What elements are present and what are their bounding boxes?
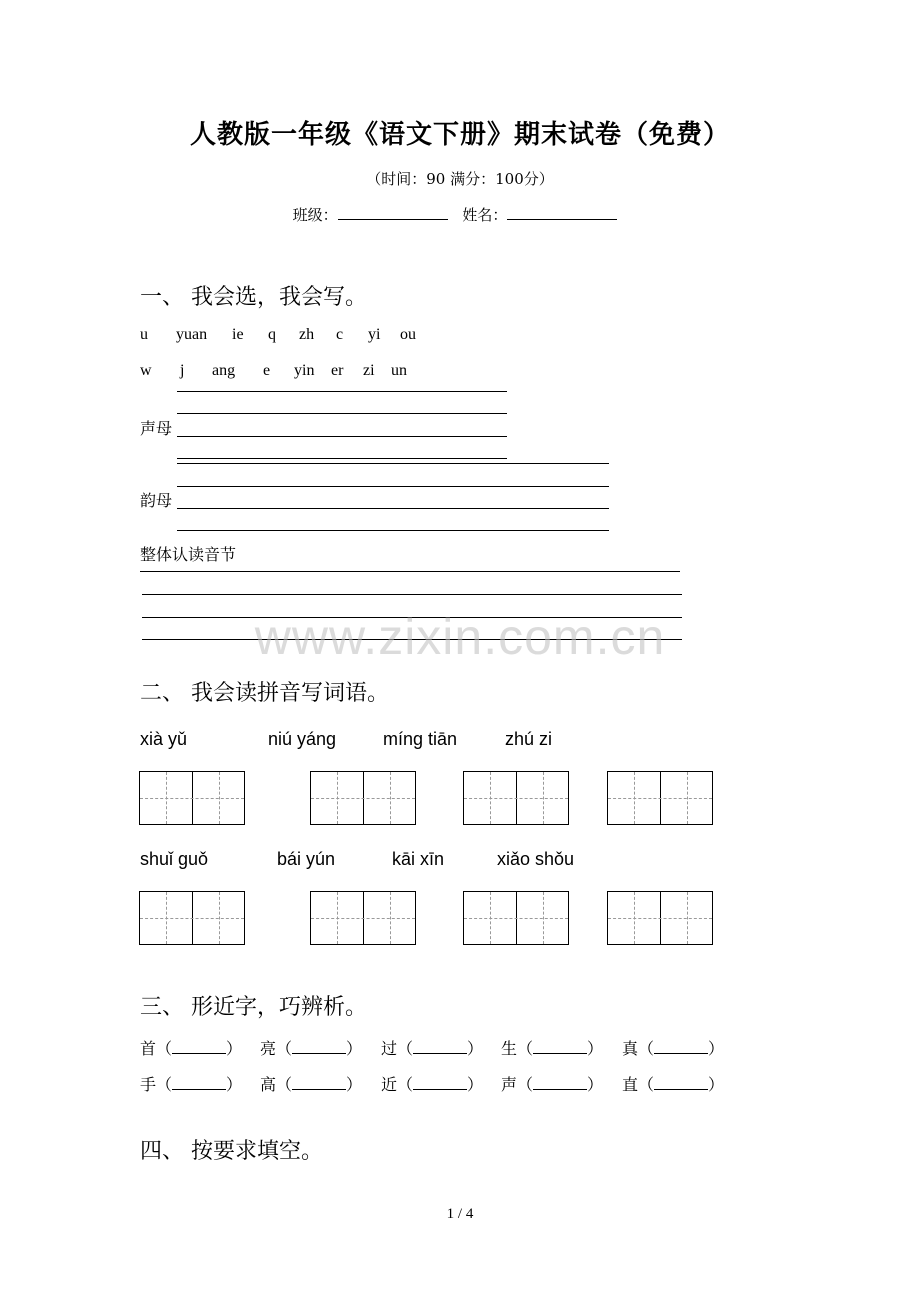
pinyin-word: zhú zi (505, 729, 553, 749)
writing-grid[interactable] (310, 891, 416, 945)
section-2-heading: 二、 我会读拼音写词语。 (140, 681, 389, 706)
pinyin-word: xiǎo shǒu (497, 849, 575, 869)
shengmu-label: 声母 (140, 419, 173, 438)
char-fill-item[interactable]: 高（ ） (260, 1075, 363, 1094)
pinyin-item: zh (299, 326, 315, 343)
answer-line[interactable] (177, 486, 609, 487)
answer-line[interactable] (177, 436, 507, 437)
pinyin-item: ang (212, 362, 236, 379)
pinyin-item: c (336, 326, 344, 343)
class-blank[interactable] (338, 205, 448, 220)
writing-grid[interactable] (139, 891, 245, 945)
section-4-heading: 四、 按要求填空。 (140, 1139, 323, 1164)
char-fill-item[interactable]: 声（ ） (501, 1075, 604, 1094)
yunmu-label: 韵母 (140, 491, 173, 510)
pinyin-item: yuan (176, 326, 208, 343)
zhengti-label: 整体认读音节 (140, 545, 237, 564)
answer-line[interactable] (142, 594, 682, 595)
answer-line[interactable] (177, 508, 609, 509)
section-3-heading: 三、 形近字，巧辨析。 (140, 995, 367, 1020)
pinyin-item: u (140, 326, 148, 343)
answer-line[interactable] (140, 571, 680, 572)
pinyin-item: zi (363, 362, 375, 379)
pinyin-item: q (268, 326, 276, 343)
answer-line[interactable] (177, 530, 609, 531)
name-blank[interactable] (507, 205, 617, 220)
pinyin-item: yin (294, 362, 315, 379)
writing-grid[interactable] (463, 771, 569, 825)
answer-line[interactable] (177, 458, 507, 459)
pinyin-word: xià yǔ (140, 729, 188, 749)
char-fill-item[interactable]: 手（ ） (140, 1075, 243, 1094)
watermark: www.zixin.com.cn (254, 609, 666, 665)
class-label: 班级： (292, 206, 338, 224)
pinyin-item: ie (232, 326, 244, 343)
pinyin-word: kāi xīn (392, 849, 445, 869)
pinyin-item: ou (400, 326, 416, 343)
char-fill-item[interactable]: 首（ ） (140, 1039, 243, 1058)
char-fill-item[interactable]: 亮（ ） (260, 1039, 363, 1058)
char-fill-item[interactable]: 真（ ） (622, 1039, 725, 1058)
writing-grid[interactable] (607, 891, 713, 945)
section-1-heading: 一、 我会选，我会写。 (140, 285, 367, 310)
pinyin-item: er (331, 362, 344, 379)
pinyin-item: w (140, 362, 152, 379)
char-fill-item[interactable]: 过（ ） (381, 1039, 484, 1058)
answer-line[interactable] (177, 391, 507, 392)
char-fill-item[interactable]: 生（ ） (501, 1039, 604, 1058)
writing-grid[interactable] (310, 771, 416, 825)
class-name-line (0, 204, 920, 225)
writing-grid[interactable] (463, 891, 569, 945)
name-label: 姓名： (462, 206, 508, 224)
answer-line[interactable] (177, 463, 609, 464)
pinyin-word: niú yáng (268, 729, 337, 749)
writing-grid[interactable] (607, 771, 713, 825)
pinyin-word: bái yún (277, 849, 336, 869)
answer-line[interactable] (177, 413, 507, 414)
pinyin-word: shuǐ guǒ (140, 849, 209, 869)
page-title: 人教版一年级《语文下册》期末试卷（免费） (189, 120, 730, 150)
exam-info: （时间：90 满分：100分） (366, 170, 554, 188)
char-fill-item[interactable]: 直（ ） (622, 1075, 725, 1094)
pinyin-item: yi (368, 326, 381, 343)
pinyin-item: j (180, 362, 185, 379)
char-fill-item[interactable]: 近（ ） (381, 1075, 484, 1094)
writing-grid[interactable] (139, 771, 245, 825)
pinyin-item: un (391, 362, 407, 379)
pinyin-item: e (263, 362, 271, 379)
page-number: 1 / 4 (446, 1206, 474, 1222)
pinyin-word: míng tiān (383, 729, 458, 749)
